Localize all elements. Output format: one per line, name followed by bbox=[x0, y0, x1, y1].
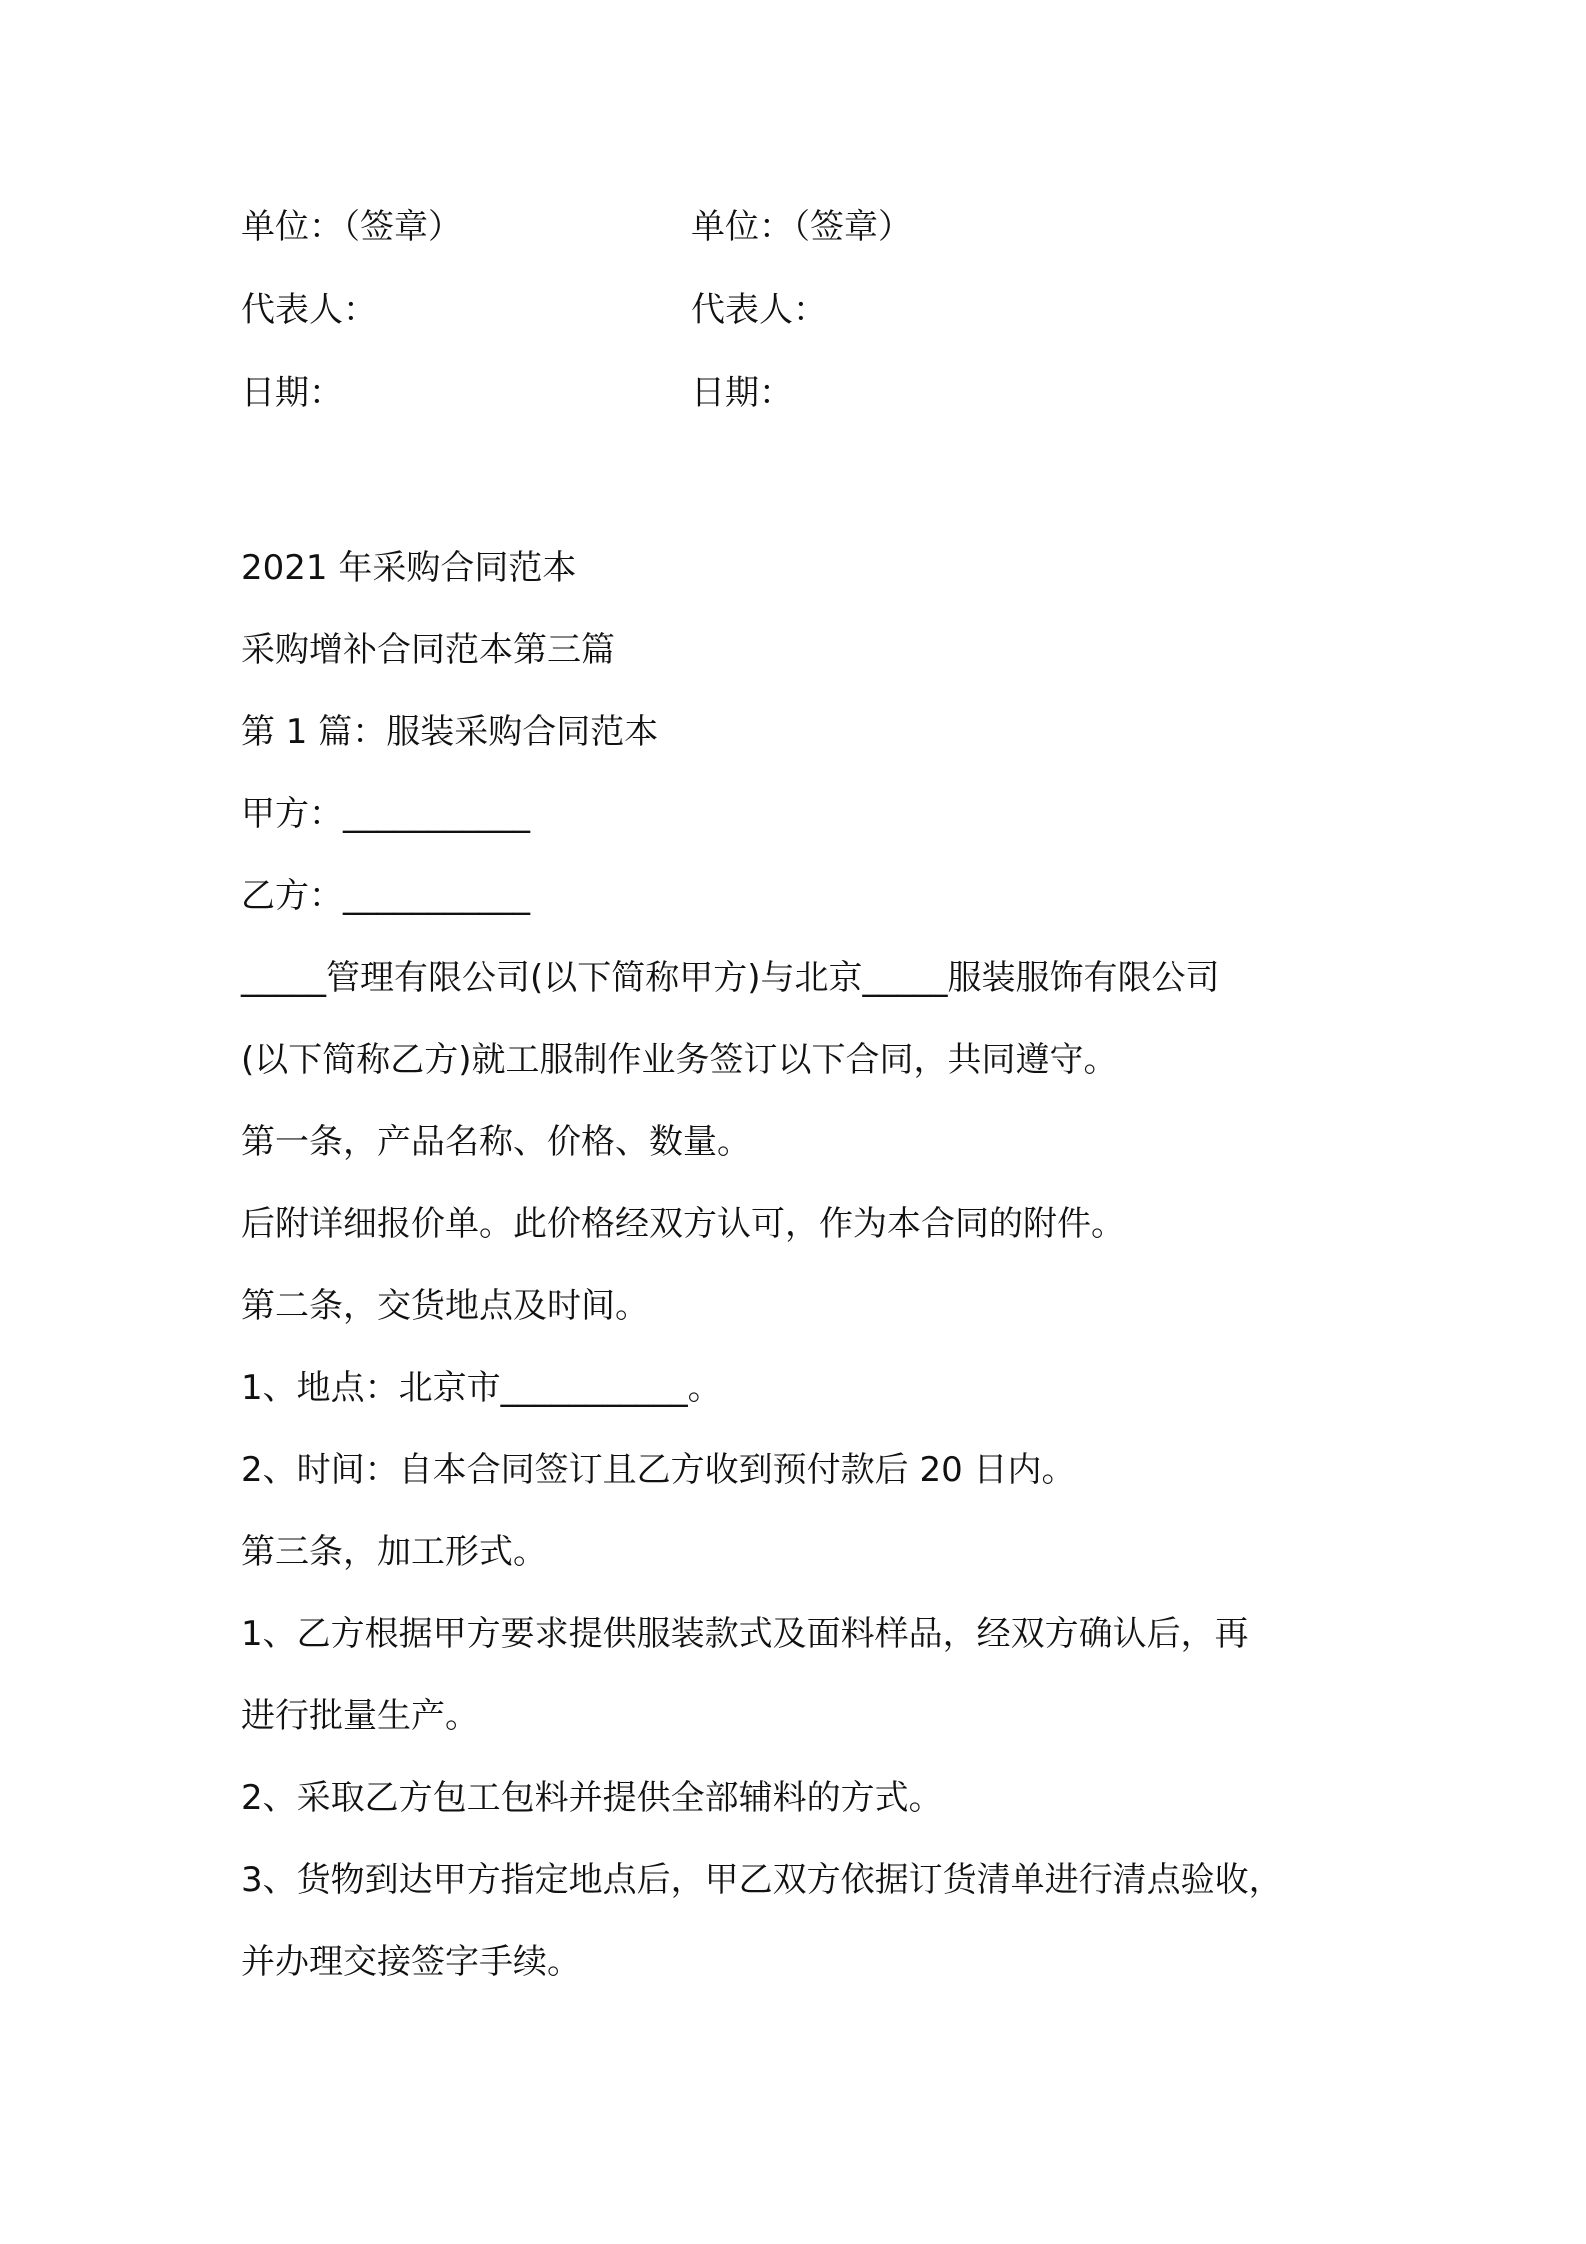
signature-row-representative bbox=[241, 285, 1341, 335]
list-item: 1、地点：北京市___________。 bbox=[241, 1368, 722, 1408]
paragraph-line: _____管理有限公司(以下简称甲方)与北京_____服装服饰有限公司 bbox=[241, 958, 1220, 998]
party-b-unit-label: 单位：（签章） bbox=[691, 207, 912, 247]
article-heading: 第三条，加工形式。 bbox=[241, 1532, 547, 1572]
document-subtitle: 采购增补合同范本第三篇 bbox=[241, 630, 615, 670]
list-item: 3、货物到达甲方指定地点后，甲乙双方依据订货清单进行清点验收， bbox=[241, 1860, 1283, 1900]
party-b-date-label: 日期： bbox=[691, 373, 793, 413]
paragraph-line: (以下简称乙方)就工服制作业务签订以下合同，共同遵守。 bbox=[241, 1040, 1118, 1080]
party-a-representative-label: 代表人： bbox=[241, 290, 377, 330]
paragraph-line: 后附详细报价单。此价格经双方认可，作为本合同的附件。 bbox=[241, 1204, 1125, 1244]
list-item-continuation: 并办理交接签字手续。 bbox=[241, 1942, 581, 1982]
party-a-date-label: 日期： bbox=[241, 373, 343, 413]
party-b-representative-label: 代表人： bbox=[691, 290, 827, 330]
article-heading: 第二条，交货地点及时间。 bbox=[241, 1286, 649, 1326]
list-item: 2、采取乙方包工包料并提供全部辅料的方式。 bbox=[241, 1778, 943, 1818]
section-heading: 第 1 篇：服装采购合同范本 bbox=[241, 712, 659, 752]
party-b-line: 乙方：___________ bbox=[241, 876, 530, 916]
list-item: 2、时间：自本合同签订且乙方收到预付款后 20 日内。 bbox=[241, 1450, 1076, 1490]
party-a-unit-label: 单位：（签章） bbox=[241, 207, 462, 247]
party-a-line: 甲方：___________ bbox=[241, 794, 530, 834]
list-item: 1、乙方根据甲方要求提供服装款式及面料样品，经双方确认后，再 bbox=[241, 1614, 1249, 1654]
document-title: 2021 年采购合同范本 bbox=[241, 548, 577, 588]
article-heading: 第一条，产品名称、价格、数量。 bbox=[241, 1122, 751, 1162]
signature-row-date bbox=[241, 368, 1341, 418]
signature-row-unit bbox=[241, 202, 1341, 252]
list-item-continuation: 进行批量生产。 bbox=[241, 1696, 479, 1736]
